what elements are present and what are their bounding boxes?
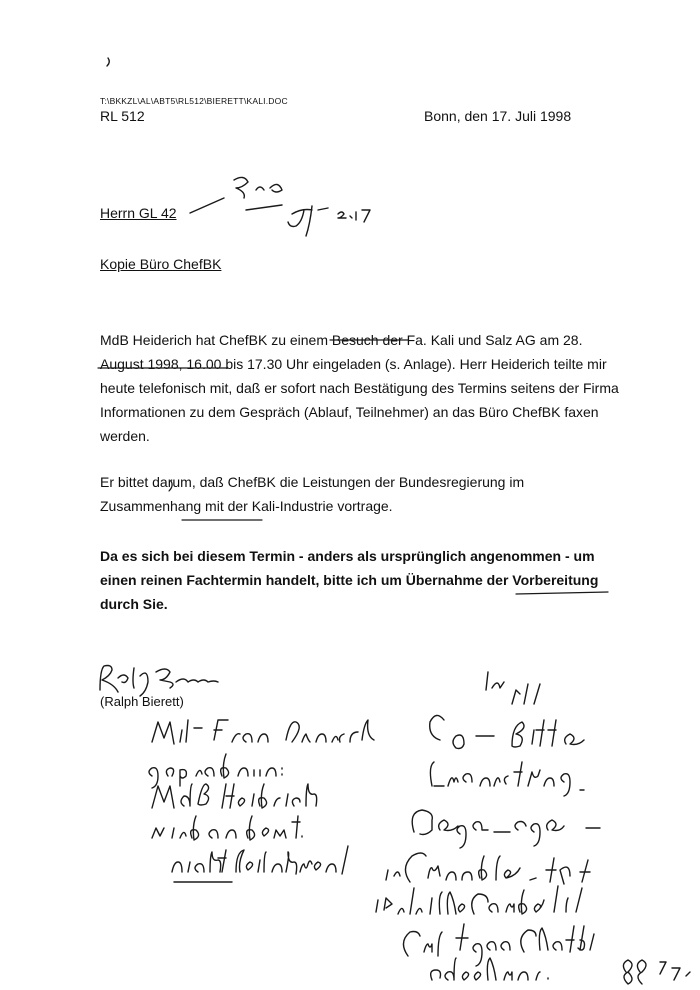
- copy-recipient: Kopie Büro ChefBK: [100, 256, 222, 272]
- routing-dash-2: [246, 205, 282, 210]
- place-date: Bonn, den 17. Juli 1998: [424, 108, 572, 124]
- routing-initials-1: [234, 177, 282, 198]
- signature: [100, 666, 218, 697]
- routing-dash-1: [190, 198, 224, 213]
- stray-mark: [107, 58, 109, 66]
- handwritten-note-right: [376, 672, 690, 984]
- routing-initials-2: [288, 206, 328, 236]
- routing-date: [338, 210, 370, 222]
- body-paragraph-2: Er bittet darum, daß ChefBK die Leistungen der Bundesregierung im Zusammenhang mit der Kali-Industrie vortrage.: [100, 474, 525, 514]
- file-path: T:\BKKZL\AL\ABT5\RL512\BIERETT\KALI.DOC: [100, 96, 288, 106]
- recipient: Herrn GL 42: [100, 205, 177, 221]
- reference-number: RL 512: [100, 108, 145, 124]
- body-paragraph-3: Da es sich bei diesem Termin - anders als ursprünglich angenommen - um einen reinen Fachtermin handelt, bitte ich um Übernahme der Vorbereitung durch Sie.: [100, 548, 599, 612]
- handwritten-note-left: [149, 720, 374, 874]
- body-paragraph-1: MdB Heiderich hat ChefBK zu einem Besuch der Fa. Kali und Salz AG am 28. August 1998, 16.00 bis 17.30 Uhr eingeladen (s. Anlage). Herr Heiderich teilte mir heute telefonisch mit, daß er sofort nach Bestätigung des Termins seitens der Firma Informationen zu dem Gespräch (Ablauf, Teilnehmer) an das Büro ChefBK faxen werden.: [100, 332, 619, 444]
- signer-printed-name: (Ralph Bierett): [100, 694, 184, 709]
